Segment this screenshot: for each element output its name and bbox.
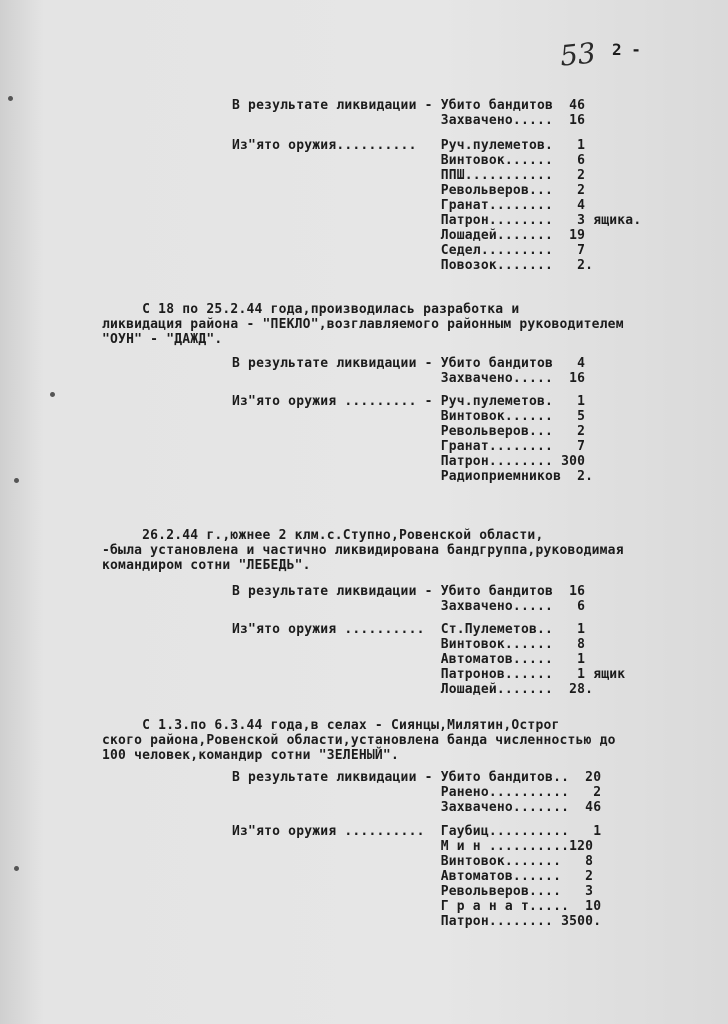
text-line: Захвачено..... 6 [232, 599, 586, 614]
result-block-1 [232, 98, 585, 128]
text-line: Захвачено..... 16 [232, 371, 586, 386]
text-line: Ранено.......... 2 [232, 785, 602, 800]
text-line: -была установлена и частично ликвидирована бандгруппа,руководимая [102, 543, 624, 558]
text-line: Патрон........ 300 [232, 454, 586, 469]
text-line: Г р а н а т..... 10 [232, 899, 602, 914]
page-number: 2 - [612, 40, 641, 59]
text-line: Автоматов..... 1 [232, 652, 586, 667]
result-block-2 [232, 356, 585, 386]
text-line: Винтовок....... 8 [232, 854, 594, 869]
text-line: Из"ято оружия .......... Гаубиц.......... 1 [232, 824, 602, 839]
weapons-block-1 [232, 138, 641, 273]
text-line: Гранат........ 4 [232, 198, 586, 213]
text-line: Револьверов... 2 [232, 424, 586, 439]
punch-hole [50, 392, 55, 397]
text-line: 100 человек,командир сотни "ЗЕЛЕНЫЙ". [102, 748, 399, 763]
text-line: командиром сотни "ЛЕБЕДЬ". [102, 558, 311, 573]
text-line: Винтовок...... 8 [232, 637, 586, 652]
text-line: В результате ликвидации - Убито бандитов 4 [232, 356, 586, 371]
text-line: Револьверов.... 3 [232, 884, 594, 899]
text-line: Из"ято оружия .......... Ст.Пулеметов.. 1 [232, 622, 586, 637]
text-line: Патрон........ 3500. [232, 914, 602, 929]
text-line: Седел......... 7 [232, 243, 586, 258]
text-line: ликвидация района - "ПЕКЛО",возглавляемого районным руководителем [102, 317, 624, 332]
text-line: С 1.3.по 6.3.44 года,в селах - Сиянцы,Милятин,Острог [102, 718, 560, 733]
text-line: Винтовок...... 6 [232, 153, 586, 168]
text-line: Револьверов... 2 [232, 183, 586, 198]
result-block-4 [232, 770, 601, 815]
text-line: Автоматов...... 2 [232, 869, 594, 884]
text-line: Лошадей....... 19 [232, 228, 586, 243]
text-line: Захвачено....... 46 [232, 800, 602, 815]
result-block-3 [232, 584, 585, 614]
punch-hole [14, 478, 19, 483]
punch-hole [8, 96, 13, 101]
text-line: ППШ........... 2 [232, 168, 586, 183]
text-line: ского района,Ровенской области,установлена банда численностью до [102, 733, 616, 748]
weapons-block-4 [232, 824, 601, 929]
text-line: Винтовок...... 5 [232, 409, 586, 424]
text-line: В результате ликвидации - Убито бандитов 46 [232, 98, 586, 113]
text-line: Радиоприемников 2. [232, 469, 594, 484]
handwritten-page-number: 53 [558, 36, 598, 73]
text-line: М и н ..........120 [232, 839, 594, 854]
paragraph-1 [102, 302, 624, 347]
weapons-block-3 [232, 622, 625, 697]
text-line: Из"ято оружия ......... - Руч.пулеметов. 1 [232, 394, 586, 409]
text-line: В результате ликвидации - Убито бандитов 16 [232, 584, 586, 599]
text-line: 26.2.44 г.,южнее 2 клм.с.Ступно,Ровенской области, [102, 528, 544, 543]
weapons-block-2 [232, 394, 593, 484]
text-line: Патронов...... 1 ящик [232, 667, 626, 682]
text-line: "ОУН" - "ДАЖД". [102, 332, 223, 347]
text-line: Патрон........ 3 ящика. [232, 213, 642, 228]
text-line: Из"ято оружия.......... Руч.пулеметов. 1 [232, 138, 586, 153]
paragraph-2 [102, 528, 624, 573]
text-line: Захвачено..... 16 [232, 113, 586, 128]
text-line: С 18 по 25.2.44 года,производилась разработка и [102, 302, 520, 317]
text-line: Лошадей....... 28. [232, 682, 594, 697]
text-line: Повозок....... 2. [232, 258, 594, 273]
text-line: Гранат........ 7 [232, 439, 586, 454]
paragraph-3 [102, 718, 616, 763]
text-line: В результате ликвидации - Убито бандитов.. 20 [232, 770, 602, 785]
punch-hole [14, 866, 19, 871]
